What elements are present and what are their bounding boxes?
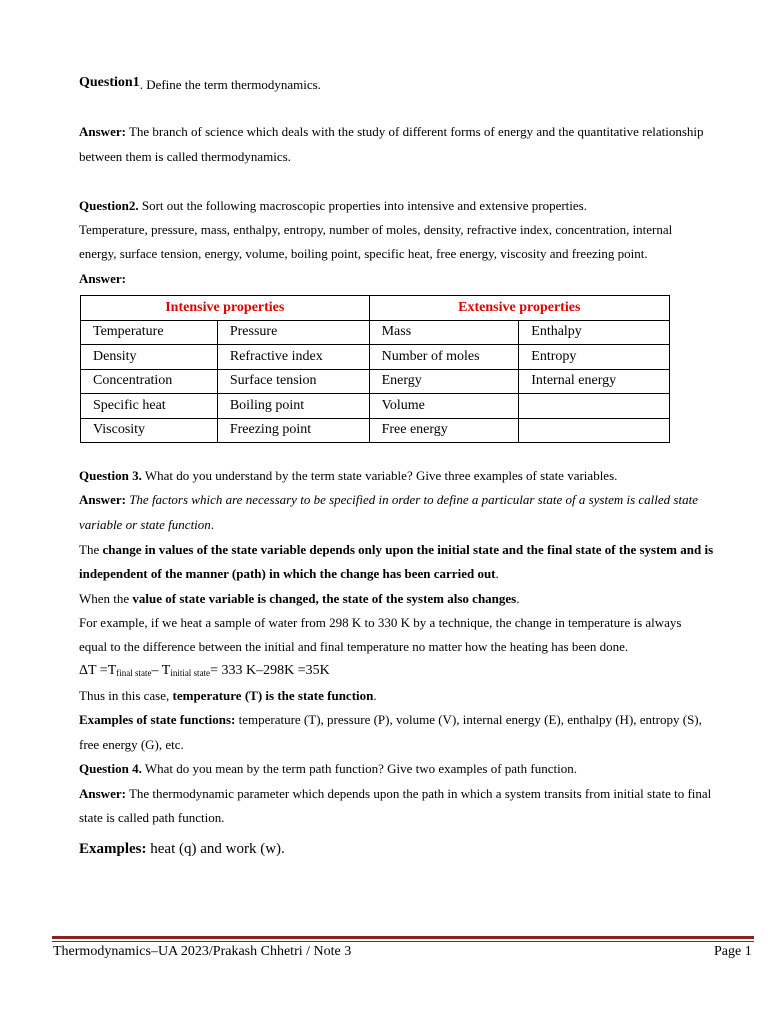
answer-3-label: Answer: bbox=[79, 492, 126, 507]
table-cell: Boiling point bbox=[217, 394, 369, 419]
state-function-examples-line-2: free energy (G), etc. bbox=[79, 737, 184, 752]
table-cell: Surface tension bbox=[217, 369, 369, 394]
para-3-bold: value of state variable is changed, the state of the system also changes bbox=[132, 591, 517, 606]
answer-1-label: Answer: bbox=[79, 124, 126, 139]
table-cell: Temperature bbox=[81, 320, 218, 345]
answer-2-label bbox=[79, 270, 126, 288]
para-5-prefix: Thus in this case, bbox=[79, 688, 173, 703]
table-row bbox=[81, 345, 670, 370]
para-2-bold-2: independent of the manner (path) in which the change has been carried out bbox=[79, 566, 496, 581]
answer-3-italic-text-2: variable or state function bbox=[79, 517, 211, 532]
table-row bbox=[81, 394, 670, 419]
table-row bbox=[81, 320, 670, 345]
answer-3-para-2-line-2 bbox=[79, 565, 499, 583]
question-1-label: Question1 bbox=[79, 75, 140, 90]
answer-3-para-4-line-1: For example, if we heat a sample of water from 298 K to 330 K by a technique, the change in temperature is always bbox=[79, 615, 682, 630]
answer-1-line-1 bbox=[79, 123, 704, 141]
table-cell: Freezing point bbox=[217, 418, 369, 443]
table-header-row bbox=[81, 296, 670, 321]
para-3-prefix: When the bbox=[79, 591, 133, 606]
para-3-end: . bbox=[516, 591, 520, 606]
answer-1-line-2: between them is called thermodynamics. bbox=[79, 149, 291, 164]
answer-3-italic-text: The factors which are necessary to be specified in order to define a particular state of a system is called state bbox=[129, 492, 698, 507]
footer-divider-thick bbox=[52, 936, 754, 939]
para-2-bold-1: change in values of the state variable depends only upon the initial state and the final state of the system and is bbox=[102, 542, 714, 557]
equation-subscript-final: final state bbox=[116, 668, 152, 678]
table-cell: Volume bbox=[369, 394, 519, 419]
answer-3-line-2 bbox=[79, 516, 214, 534]
table-cell: Entropy bbox=[519, 345, 670, 370]
intensive-header: Intensive properties bbox=[81, 296, 370, 321]
state-function-examples-text: temperature (T), pressure (P), volume (V), internal energy (E), enthalpy (H), entropy (S), bbox=[235, 712, 702, 727]
table-cell: Concentration bbox=[81, 369, 218, 394]
path-function-examples-label: Examples: bbox=[79, 841, 147, 857]
table-cell: Specific heat bbox=[81, 394, 218, 419]
table-cell: Pressure bbox=[217, 320, 369, 345]
answer-4-line-1 bbox=[79, 785, 711, 803]
table-cell bbox=[519, 394, 670, 419]
question-2-label: Question2. bbox=[79, 198, 139, 213]
answer-2-label-text: Answer: bbox=[79, 271, 126, 286]
para-2-end: . bbox=[495, 566, 499, 581]
state-function-examples-label: Examples of state functions: bbox=[79, 712, 236, 727]
equation-subscript-initial: initial state bbox=[170, 668, 211, 678]
table-cell: Viscosity bbox=[81, 418, 218, 443]
page-number: Page 1 bbox=[714, 944, 752, 959]
table-cell: Enthalpy bbox=[519, 320, 670, 345]
answer-3-para-5 bbox=[79, 687, 377, 705]
question-4-label: Question 4. bbox=[79, 761, 142, 776]
table-cell: Number of moles bbox=[369, 345, 519, 370]
question-3 bbox=[79, 467, 617, 485]
table-row bbox=[81, 418, 670, 443]
question-4 bbox=[79, 760, 577, 778]
path-function-examples bbox=[79, 840, 285, 858]
para-5-bold: temperature (T) is the state function bbox=[172, 688, 374, 703]
answer-4-label: Answer: bbox=[79, 786, 126, 801]
answer-4-line-2: state is called path function. bbox=[79, 810, 225, 825]
equation-part-a: ΔT =T bbox=[79, 663, 117, 678]
question-2-line-3: energy, surface tension, energy, volume, boiling point, specific heat, free energy, viscosity and freezing point. bbox=[79, 246, 648, 261]
table-cell: Internal energy bbox=[519, 369, 670, 394]
table-cell: Refractive index bbox=[217, 345, 369, 370]
answer-3-line-1 bbox=[79, 491, 698, 509]
para-2-prefix: The bbox=[79, 542, 103, 557]
temperature-equation bbox=[79, 662, 330, 680]
extensive-header: Extensive properties bbox=[369, 296, 669, 321]
equation-part-b: – T bbox=[151, 663, 171, 678]
state-function-examples-line-1 bbox=[79, 711, 702, 729]
para-5-end: . bbox=[373, 688, 377, 703]
table-cell bbox=[519, 418, 670, 443]
answer-4-text: The thermodynamic parameter which depends upon the path in which a system transits from initial state to final bbox=[125, 786, 712, 801]
question-4-text: What do you mean by the term path function? Give two examples of path function. bbox=[141, 761, 577, 776]
table-cell: Free energy bbox=[369, 418, 519, 443]
question-3-label: Question 3. bbox=[79, 468, 142, 483]
question-2 bbox=[79, 197, 587, 215]
question-1-text: . Define the term thermodynamics. bbox=[139, 77, 321, 92]
path-function-examples-text: heat (q) and work (w). bbox=[146, 841, 285, 857]
equation-part-c: = 333 K–298K =35K bbox=[210, 663, 330, 678]
answer-1-text: The branch of science which deals with the study of different forms of energy and the quantitative relationship bbox=[125, 124, 704, 139]
footer-divider-thin bbox=[52, 941, 754, 942]
answer-3-para-3 bbox=[79, 590, 520, 608]
answer-3-para-2-line-1 bbox=[79, 541, 713, 559]
table-row bbox=[81, 369, 670, 394]
table-cell: Density bbox=[81, 345, 218, 370]
question-3-text: What do you understand by the term state variable? Give three examples of state variables. bbox=[141, 468, 618, 483]
table-cell: Energy bbox=[369, 369, 519, 394]
footer-title: Thermodynamics–UA 2023/Prakash Chhetri / Note 3 bbox=[53, 944, 352, 959]
question-2-text: Sort out the following macroscopic properties into intensive and extensive properties. bbox=[138, 198, 587, 213]
properties-table bbox=[80, 295, 670, 443]
table-cell: Mass bbox=[369, 320, 519, 345]
answer-3-period: . bbox=[210, 517, 215, 532]
question-2-line-2: Temperature, pressure, mass, enthalpy, entropy, number of moles, density, refractive index, concentration, internal bbox=[79, 222, 673, 237]
question-1 bbox=[79, 73, 321, 92]
answer-3-para-4-line-2: equal to the difference between the initial and final temperature no matter how the heating has been done. bbox=[79, 639, 629, 654]
